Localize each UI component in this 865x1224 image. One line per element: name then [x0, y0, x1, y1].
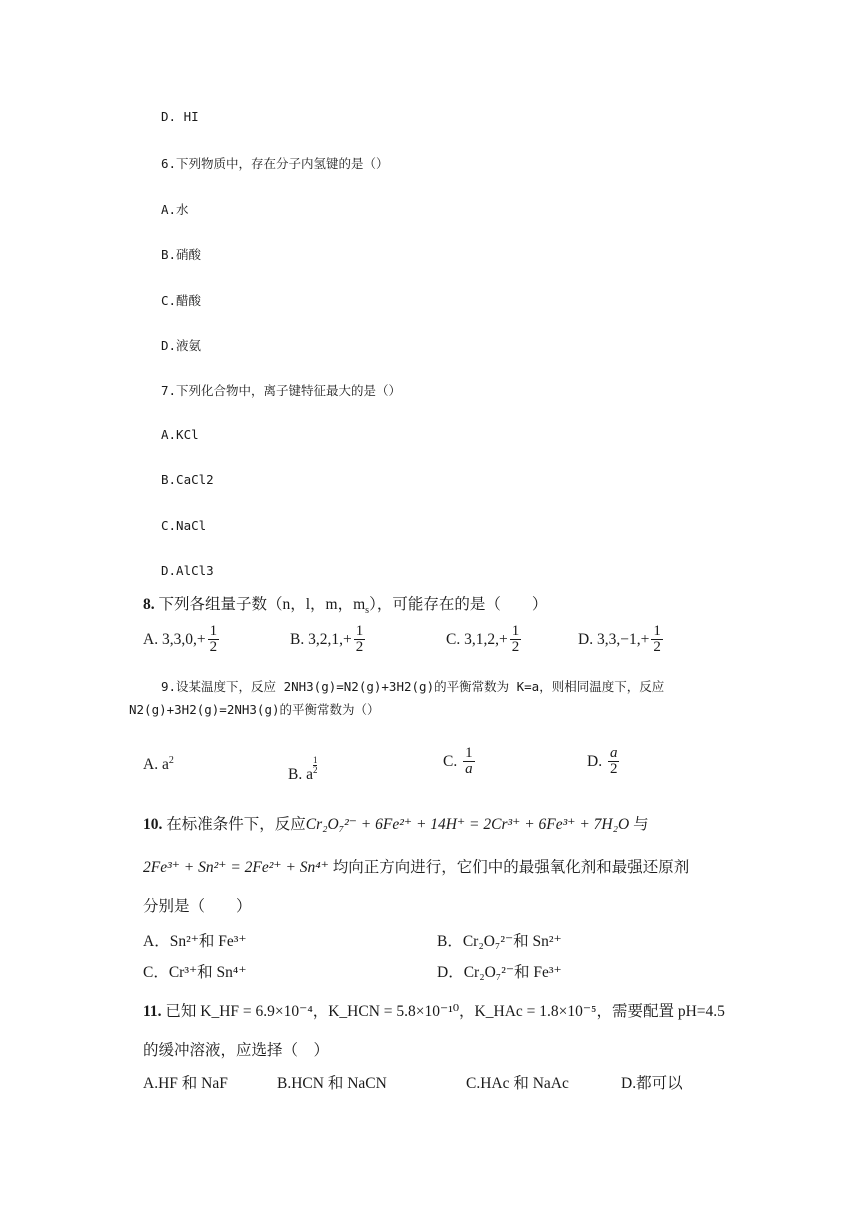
q5-option-d: D. HI	[161, 109, 199, 124]
q7-stem: 7.下列化合物中，离子键特征最大的是（）	[161, 383, 402, 398]
q10-stem-line2-text: 均向正方向进行，它们中的最强氧化剂和最强还原剂	[332, 859, 690, 876]
q7-option-d: D.AlCl3	[161, 563, 214, 578]
q10-stem-post: 与	[633, 816, 649, 833]
q10-option-b: B．Cr₂O₇²⁻和 Sn²⁺	[437, 933, 562, 950]
q10-stem-line2	[143, 855, 689, 877]
q6-option-c: C.醋酸	[161, 293, 202, 308]
q11-stem-line2: 的缓冲溶液，应选择（ ）	[143, 1042, 330, 1059]
q8-option-a-fraction	[208, 624, 220, 655]
fraction-numerator: 1	[355, 623, 364, 639]
q9-option-d-label: D.	[587, 752, 603, 770]
q8-stem: 下列各组量子数（n，l，m，m	[158, 596, 366, 613]
q10-equation-2: 2Fe³⁺ + Sn²⁺ = 2Fe²⁺ + Sn⁴⁺	[143, 859, 329, 876]
fraction-numerator: 1	[511, 623, 520, 639]
fraction-numerator: 1	[312, 755, 318, 765]
q11-option-c: C.HAc 和 NaAc	[466, 1075, 569, 1092]
q8-number: 8.	[143, 596, 155, 613]
q6-option-a: A.水	[161, 202, 189, 217]
q9-option-b-exponent	[313, 756, 318, 775]
q8-option-b	[290, 624, 365, 655]
q9-option-a-label: A.	[143, 756, 159, 773]
q11-option-a: A.HF 和 NaF	[143, 1075, 228, 1092]
q7-option-b: B.CaCl2	[161, 472, 214, 487]
fraction-denominator: 2	[511, 639, 520, 655]
fraction-numerator: 1	[209, 623, 218, 639]
q8-stem-end: ），可能存在的是（ ）	[369, 596, 548, 613]
q11-number: 11.	[143, 1003, 162, 1020]
q6-stem: 6.下列物质中，存在分子内氢键的是（）	[161, 156, 389, 171]
q9-option-c-fraction	[463, 746, 475, 777]
q10-stem-line1	[143, 812, 649, 834]
q8-option-c	[446, 624, 521, 655]
q9-option-c	[443, 746, 475, 777]
fraction-numerator: a	[609, 745, 618, 761]
fraction-denominator: 2	[653, 639, 661, 655]
fraction-numerator: 1	[653, 623, 661, 639]
fraction-denominator: 2	[312, 765, 318, 775]
fraction-denominator: a	[465, 761, 473, 777]
q8-option-c-fraction	[510, 624, 522, 655]
fraction-denominator: 2	[609, 761, 618, 777]
q11-stem-line1	[143, 999, 725, 1021]
fraction-numerator: 1	[465, 745, 473, 761]
q9-stem-line1: 9.设某温度下，反应 2NH3(g)=N2(g)+3H2(g)的平衡常数为 K=a，则相同温度下，反应	[161, 679, 665, 694]
q11-option-b: B.HCN 和 NaCN	[277, 1075, 387, 1092]
q9-option-a-base: a	[161, 756, 169, 773]
q9-option-b	[288, 756, 317, 784]
q10-option-a: A．Sn²⁺和 Fe³⁺	[143, 933, 247, 950]
q10-stem-pre: 在标准条件下，反应	[166, 816, 306, 833]
q8-option-a-label: A.	[143, 630, 159, 648]
q11-stem-text: 已知 K_HF = 6.9×10⁻⁴，K_HCN = 5.8×10⁻¹⁰，K_HAc = 1.8×10⁻⁵，需要配置 pH=4.5	[165, 1003, 725, 1020]
q9-option-a-exponent: 2	[168, 754, 174, 766]
q9-option-b-base: a	[306, 766, 313, 784]
q9-option-d-fraction	[608, 746, 620, 777]
fraction-denominator: 2	[355, 639, 364, 655]
q8-option-d	[578, 624, 663, 655]
q10-option-c: C．Cr³⁺和 Sn⁴⁺	[143, 964, 247, 981]
q8-option-a	[143, 624, 219, 655]
q6-option-b: B.硝酸	[161, 247, 202, 262]
q8-option-b-label: B.	[290, 630, 305, 648]
q10-equation-1: Cr₂O₇²⁻ + 6Fe²⁺ + 14H⁺ = 2Cr³⁺ + 6Fe³⁺ + 7H₂O	[305, 816, 630, 833]
q7-option-c: C.NaCl	[161, 518, 207, 533]
q7-option-a: A.KCl	[161, 427, 199, 442]
q9-option-a	[143, 756, 174, 774]
q9-option-d	[587, 746, 619, 777]
q6-option-d: D.液氨	[161, 338, 202, 353]
q8-option-c-value: 3,1,2,+	[464, 630, 508, 648]
q8-option-a-value: 3,3,0,+	[161, 630, 206, 648]
q9-option-c-label: C.	[443, 752, 458, 770]
fraction-denominator: 2	[209, 639, 218, 655]
q10-stem-line3: 分别是（ ）	[143, 898, 252, 915]
q10-option-d: D．Cr₂O₇²⁻和 Fe³⁺	[437, 964, 562, 981]
q8-option-d-value: 3,3,−1,+	[596, 630, 650, 648]
q8-option-c-label: C.	[446, 630, 461, 648]
q9-stem-line2: N2(g)+3H2(g)=2NH3(g)的平衡常数为（）	[129, 702, 380, 717]
q9-option-b-label: B.	[288, 766, 303, 784]
q8-stem-sub: s	[365, 605, 370, 617]
q10-number: 10.	[143, 816, 163, 833]
q8-stem-line	[143, 592, 548, 617]
q8-option-d-label: D.	[578, 630, 594, 648]
q8-option-b-fraction	[354, 624, 366, 655]
q11-option-d: D.都可以	[621, 1075, 683, 1092]
q8-option-d-fraction	[651, 624, 663, 655]
q8-option-b-value: 3,2,1,+	[308, 630, 352, 648]
